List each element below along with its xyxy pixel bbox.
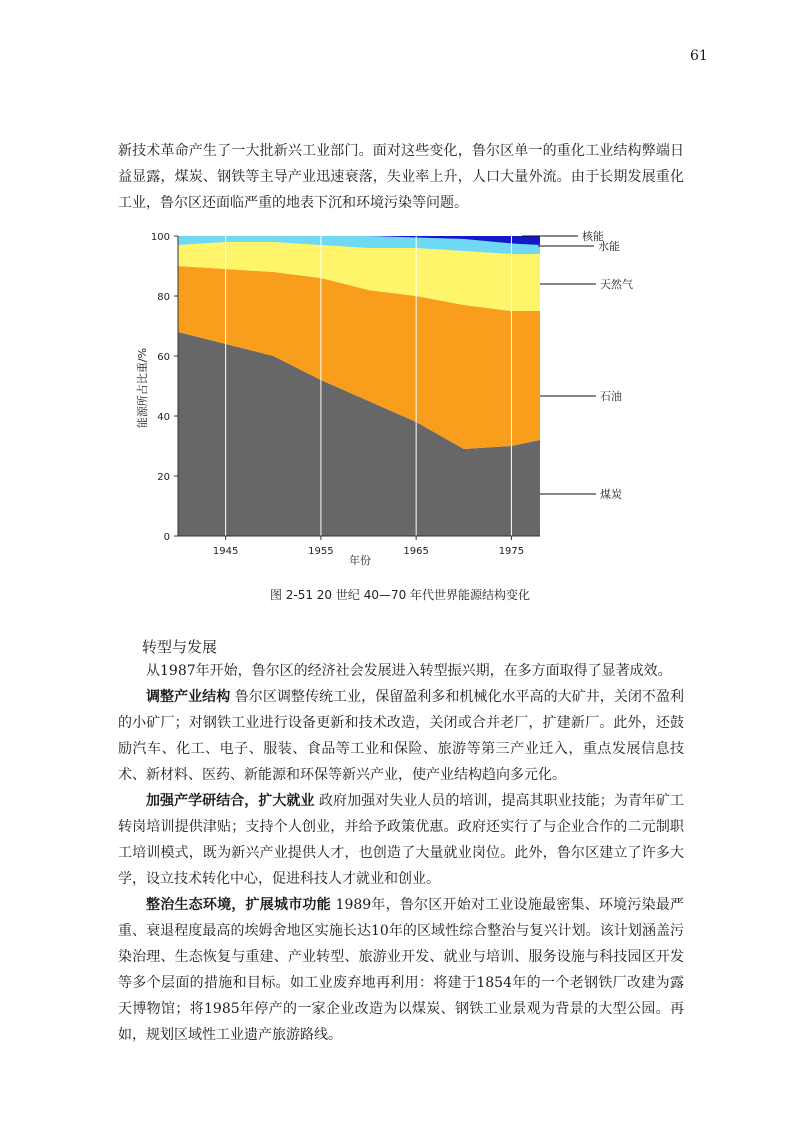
section-title: 转型与发展 bbox=[142, 638, 218, 656]
paragraph-3-text: 政府加强对失业人员的培训，提高其职业技能；为青年矿工转岗培训提供津贴；支持个人创业，并给予政策优惠。政府还实行了与企业合作的二元制职工培训模式，既为新兴产业提供人才，也创造了大量就业岗位。此外，鲁尔区建立了许多大学，设立技术转化中心，促进科技人才就业和创业。 bbox=[118, 793, 685, 887]
section-body bbox=[118, 658, 684, 1048]
x-tick-label-2: 1965 bbox=[403, 546, 429, 557]
paragraph-2-text: 鲁尔区调整传统工业，保留盈利多和机械化水平高的大矿井，关闭不盈利的小矿厂；对钢铁工业进行设备更新和技术改造，关闭或合并老厂，扩建新厂。此外，还鼓励汽车、化工、电子、服装、食品等工业和保险、旅游等第三产业迁入，重点发展信息技术、新材料、医药、新能源和环保等新兴产业，使产业结构趋向多元化。 bbox=[118, 689, 685, 783]
page-number: 61 bbox=[690, 48, 708, 64]
chart-areas bbox=[178, 236, 540, 536]
legend-label-0: 核能 bbox=[582, 230, 604, 243]
x-tick-label-3: 1975 bbox=[498, 546, 525, 557]
y-tick-label-0: 0 bbox=[163, 532, 170, 543]
paragraph-2-heading: 调整产业结构 bbox=[146, 689, 231, 705]
legend-label-1: 水能 bbox=[598, 240, 620, 253]
y-axis-label: 能源所占比重/% bbox=[136, 347, 149, 429]
x-axis-label: 年份 bbox=[349, 554, 371, 567]
y-tick-label-2: 40 bbox=[157, 412, 170, 423]
paragraph-environment bbox=[118, 892, 684, 1048]
x-tick-label-1: 1955 bbox=[308, 546, 334, 557]
y-tick-label-1: 20 bbox=[157, 472, 170, 483]
legend-label-4: 煤炭 bbox=[600, 488, 622, 501]
chart-svg bbox=[130, 222, 690, 582]
y-tick-label-4: 80 bbox=[157, 292, 170, 303]
figure-caption: 图 2-51 20 世纪 40—70 年代世界能源结构变化 bbox=[269, 588, 531, 602]
paragraph-1-text: 从1987年开始，鲁尔区的经济社会发展进入转型振兴期，在多方面取得了显著成效。 bbox=[146, 663, 672, 679]
paragraph-4-heading: 整治生态环境，扩展城市功能 bbox=[146, 897, 331, 913]
y-axis bbox=[151, 232, 178, 543]
legend-label-3: 石油 bbox=[600, 390, 622, 403]
x-tick-label-0: 1945 bbox=[212, 546, 239, 557]
paragraph-intro bbox=[118, 658, 684, 684]
intro-paragraph: 新技术革命产生了一大批新兴工业部门。面对这些变化，鲁尔区单一的重化工业结构弊端日益显露，煤炭、钢铁等主导产业迅速衰落，失业率上升，人口大量外流。由于长期发展重化工业，鲁尔区还面临严重的地表下沉和环境污染等问题。 bbox=[118, 143, 684, 211]
paragraph-3-heading: 加强产学研结合，扩大就业 bbox=[146, 793, 315, 809]
paragraph-industry bbox=[118, 684, 684, 788]
energy-structure-chart bbox=[130, 222, 690, 582]
legend-label-2: 天然气 bbox=[600, 278, 633, 291]
y-tick-label-3: 60 bbox=[157, 352, 170, 363]
paragraph-4-text: 1989年，鲁尔区开始对工业设施最密集、环境污染最严重、衰退程度最高的埃姆舍地区实施长达10年的区域性综合整治与复兴计划。该计划涵盖污染治理、生态恢复与重建、产业转型、旅游业开发、就业与培训、服务设施与科技园区开发等多个层面的措施和目标。如工业废弃地再利用：将建于1854年的一个老钢铁厂改建为露天博物馆；将1985年停产的一家企业改造为以煤炭、钢铁工业景观为背景的大型公园。再如，规划区域性工业遗产旅游路线。 bbox=[118, 897, 685, 1043]
y-tick-label-5: 100 bbox=[150, 232, 170, 243]
paragraph-employment bbox=[118, 788, 684, 892]
